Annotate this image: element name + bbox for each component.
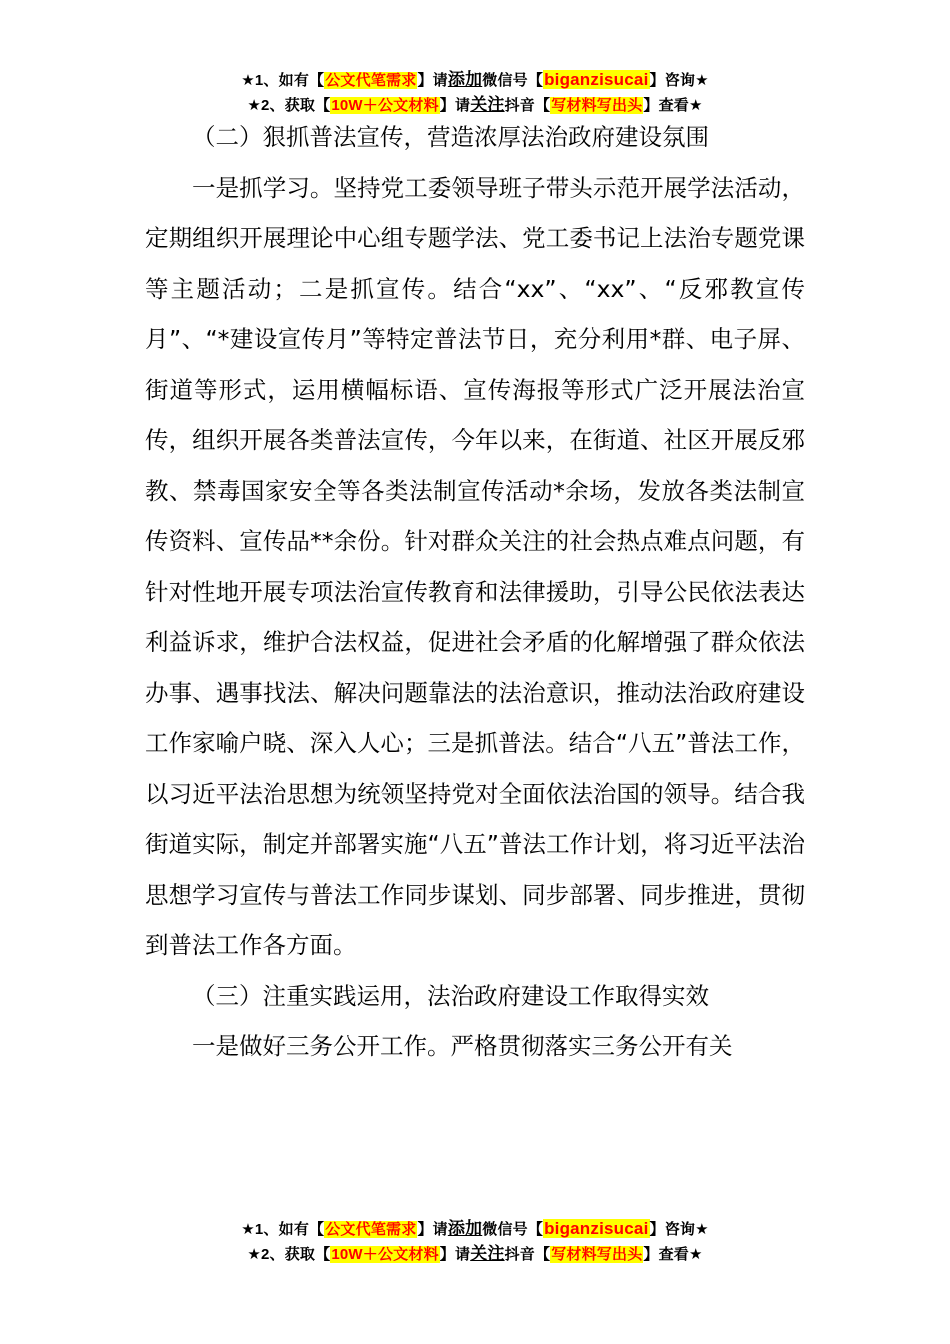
footer-banner xyxy=(0,1217,950,1267)
banner-line-2: ★2、获取【10W＋公文材料】请关注抖音【写材料写出头】查看★ xyxy=(247,95,703,114)
highlight-materials: 10W＋公文材料 xyxy=(331,1246,439,1263)
paragraph-1: 一是抓学习。坚持党工委领导班子带头示范开展学法活动，定期组织开展理论中心组专题学法、党工委书记上法治专题党课等主题活动；二是抓宣传。结合“xx”、“xx”、“反邪教宣传月”、“*建设宣传月”等特定普法节日，充分利用*群、电子屏、街道等形式，运用横幅标语、宣传海报等形式广泛开展法治宣传，组织开展各类普法宣传，今年以来，在街道、社区开展反邪教、禁毒国家安全等各类法制宣传活动*余场，发放各类法制宣传资料、宣传品**余份。针对群众关注的社会热点难点问题，有针对性地开展专项法治宣传教育和法律援助，引导公民依法表达利益诉求，维护合法权益，促进社会矛盾的化解增强了群众依法办事、遇事找法、解决问题靠法的法治意识，推动法治政府建设工作家喻户晓、深入人心；三是抓普法。结合“八五”普法工作，以习近平法治思想为统领坚持党对全面依法治国的领导。结合我街道实际，制定并部署实施“八五”普法工作计划，将习近平法治思想学习宣传与普法工作同步谋划、同步部署、同步推进，贯彻到普法工作各方面。 xyxy=(145,173,805,959)
highlight-douyin: 写材料写出头 xyxy=(551,97,643,114)
highlight-douyin: 写材料写出头 xyxy=(551,1246,643,1263)
banner-line-1: ★1、如有【公文代笔需求】请添加微信号【biganzisucai】咨询★ xyxy=(241,70,709,89)
highlight-wechat-id: biganzisucai xyxy=(544,1219,649,1238)
document-body xyxy=(145,112,805,1072)
highlight-service: 公文代笔需求 xyxy=(325,1221,417,1238)
banner-line-1: ★1、如有【公文代笔需求】请添加微信号【biganzisucai】咨询★ xyxy=(241,1219,709,1238)
header-banner xyxy=(0,68,950,118)
highlight-service: 公文代笔需求 xyxy=(325,72,417,89)
highlight-materials: 10W＋公文材料 xyxy=(331,97,439,114)
highlight-wechat-id: biganzisucai xyxy=(544,70,649,89)
paragraph-2: 一是做好三务公开工作。严格贯彻落实三务公开有关 xyxy=(192,1032,733,1060)
section-heading-2: （二）狠抓普法宣传，营造浓厚法治政府建设氛围 xyxy=(192,123,709,151)
banner-line-2: ★2、获取【10W＋公文材料】请关注抖音【写材料写出头】查看★ xyxy=(247,1244,703,1263)
section-heading-3: （三）注重实践运用，法治政府建设工作取得实效 xyxy=(192,981,709,1010)
